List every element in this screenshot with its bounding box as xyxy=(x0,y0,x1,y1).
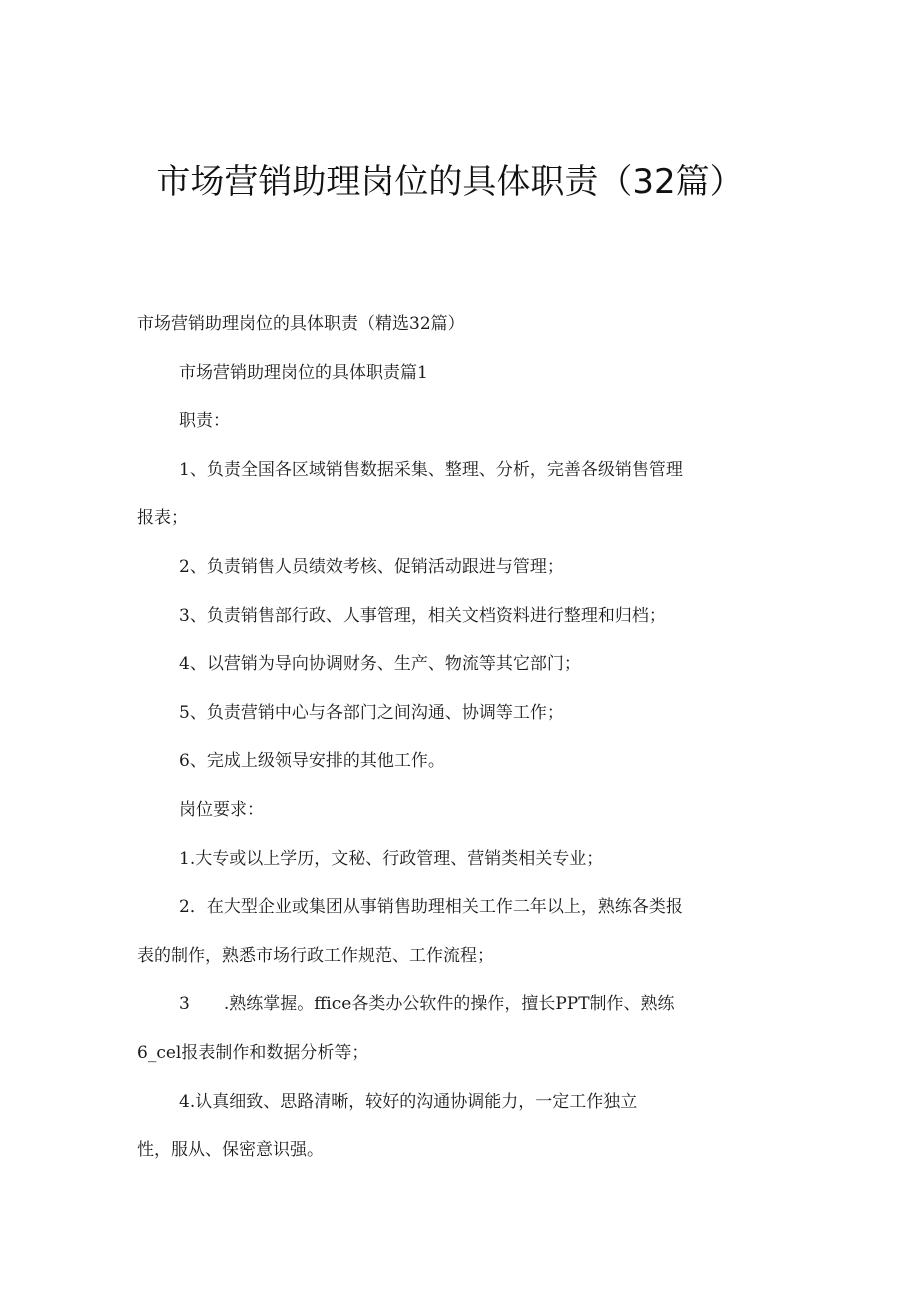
document-title: 市场营销助理岗位的具体职责（32篇） xyxy=(156,162,744,202)
duty-item-1: 1、负责全国各区域销售数据采集、整理、分析，完善各级销售管理 xyxy=(179,459,683,480)
duty-item-3: 3、负责销售部行政、人事管理，相关文档资料进行整理和归档； xyxy=(179,605,666,626)
duty-item-4: 4、以营销为导向协调财务、生产、物流等其它部门； xyxy=(179,654,581,675)
requirement-item-4: 4.认真细致、思路清晰，较好的沟通协调能力，一定工作独立 xyxy=(179,1091,638,1112)
duty-item-1-continued: 报表； xyxy=(137,508,188,529)
requirement-item-3: 3 .熟练掌握。ffice各类办公软件的操作，擅长PPT制作、熟练 xyxy=(179,994,675,1015)
requirement-item-3-continued: 6_cel报表制作和数据分析等； xyxy=(137,1042,369,1063)
document-body xyxy=(137,308,797,1183)
requirement-item-1: 1.大专或以上学历，文秘、行政管理、营销类相关专业； xyxy=(179,848,604,869)
requirement-item-4-continued: 性，服从、保密意识强。 xyxy=(137,1140,324,1161)
duty-item-5: 5、负责营销中心与各部门之间沟通、协调等工作； xyxy=(179,702,564,723)
duty-item-6: 6、完成上级领导安排的其他工作。 xyxy=(179,751,445,772)
section-heading: 市场营销助理岗位的具体职责篇1 xyxy=(179,362,428,383)
requirement-item-2-continued: 表的制作，熟悉市场行政工作规范、工作流程； xyxy=(137,945,494,966)
requirements-heading: 岗位要求： xyxy=(179,799,264,820)
duty-item-2: 2、负责销售人员绩效考核、促销活动跟进与管理； xyxy=(179,556,564,577)
subtitle-line: 市场营销助理岗位的具体职责（精选32篇） xyxy=(137,314,465,334)
duties-heading: 职责： xyxy=(179,411,230,432)
requirement-item-2: 2．在大型企业或集团从事销售助理相关工作二年以上，熟练各类报 xyxy=(179,897,683,918)
